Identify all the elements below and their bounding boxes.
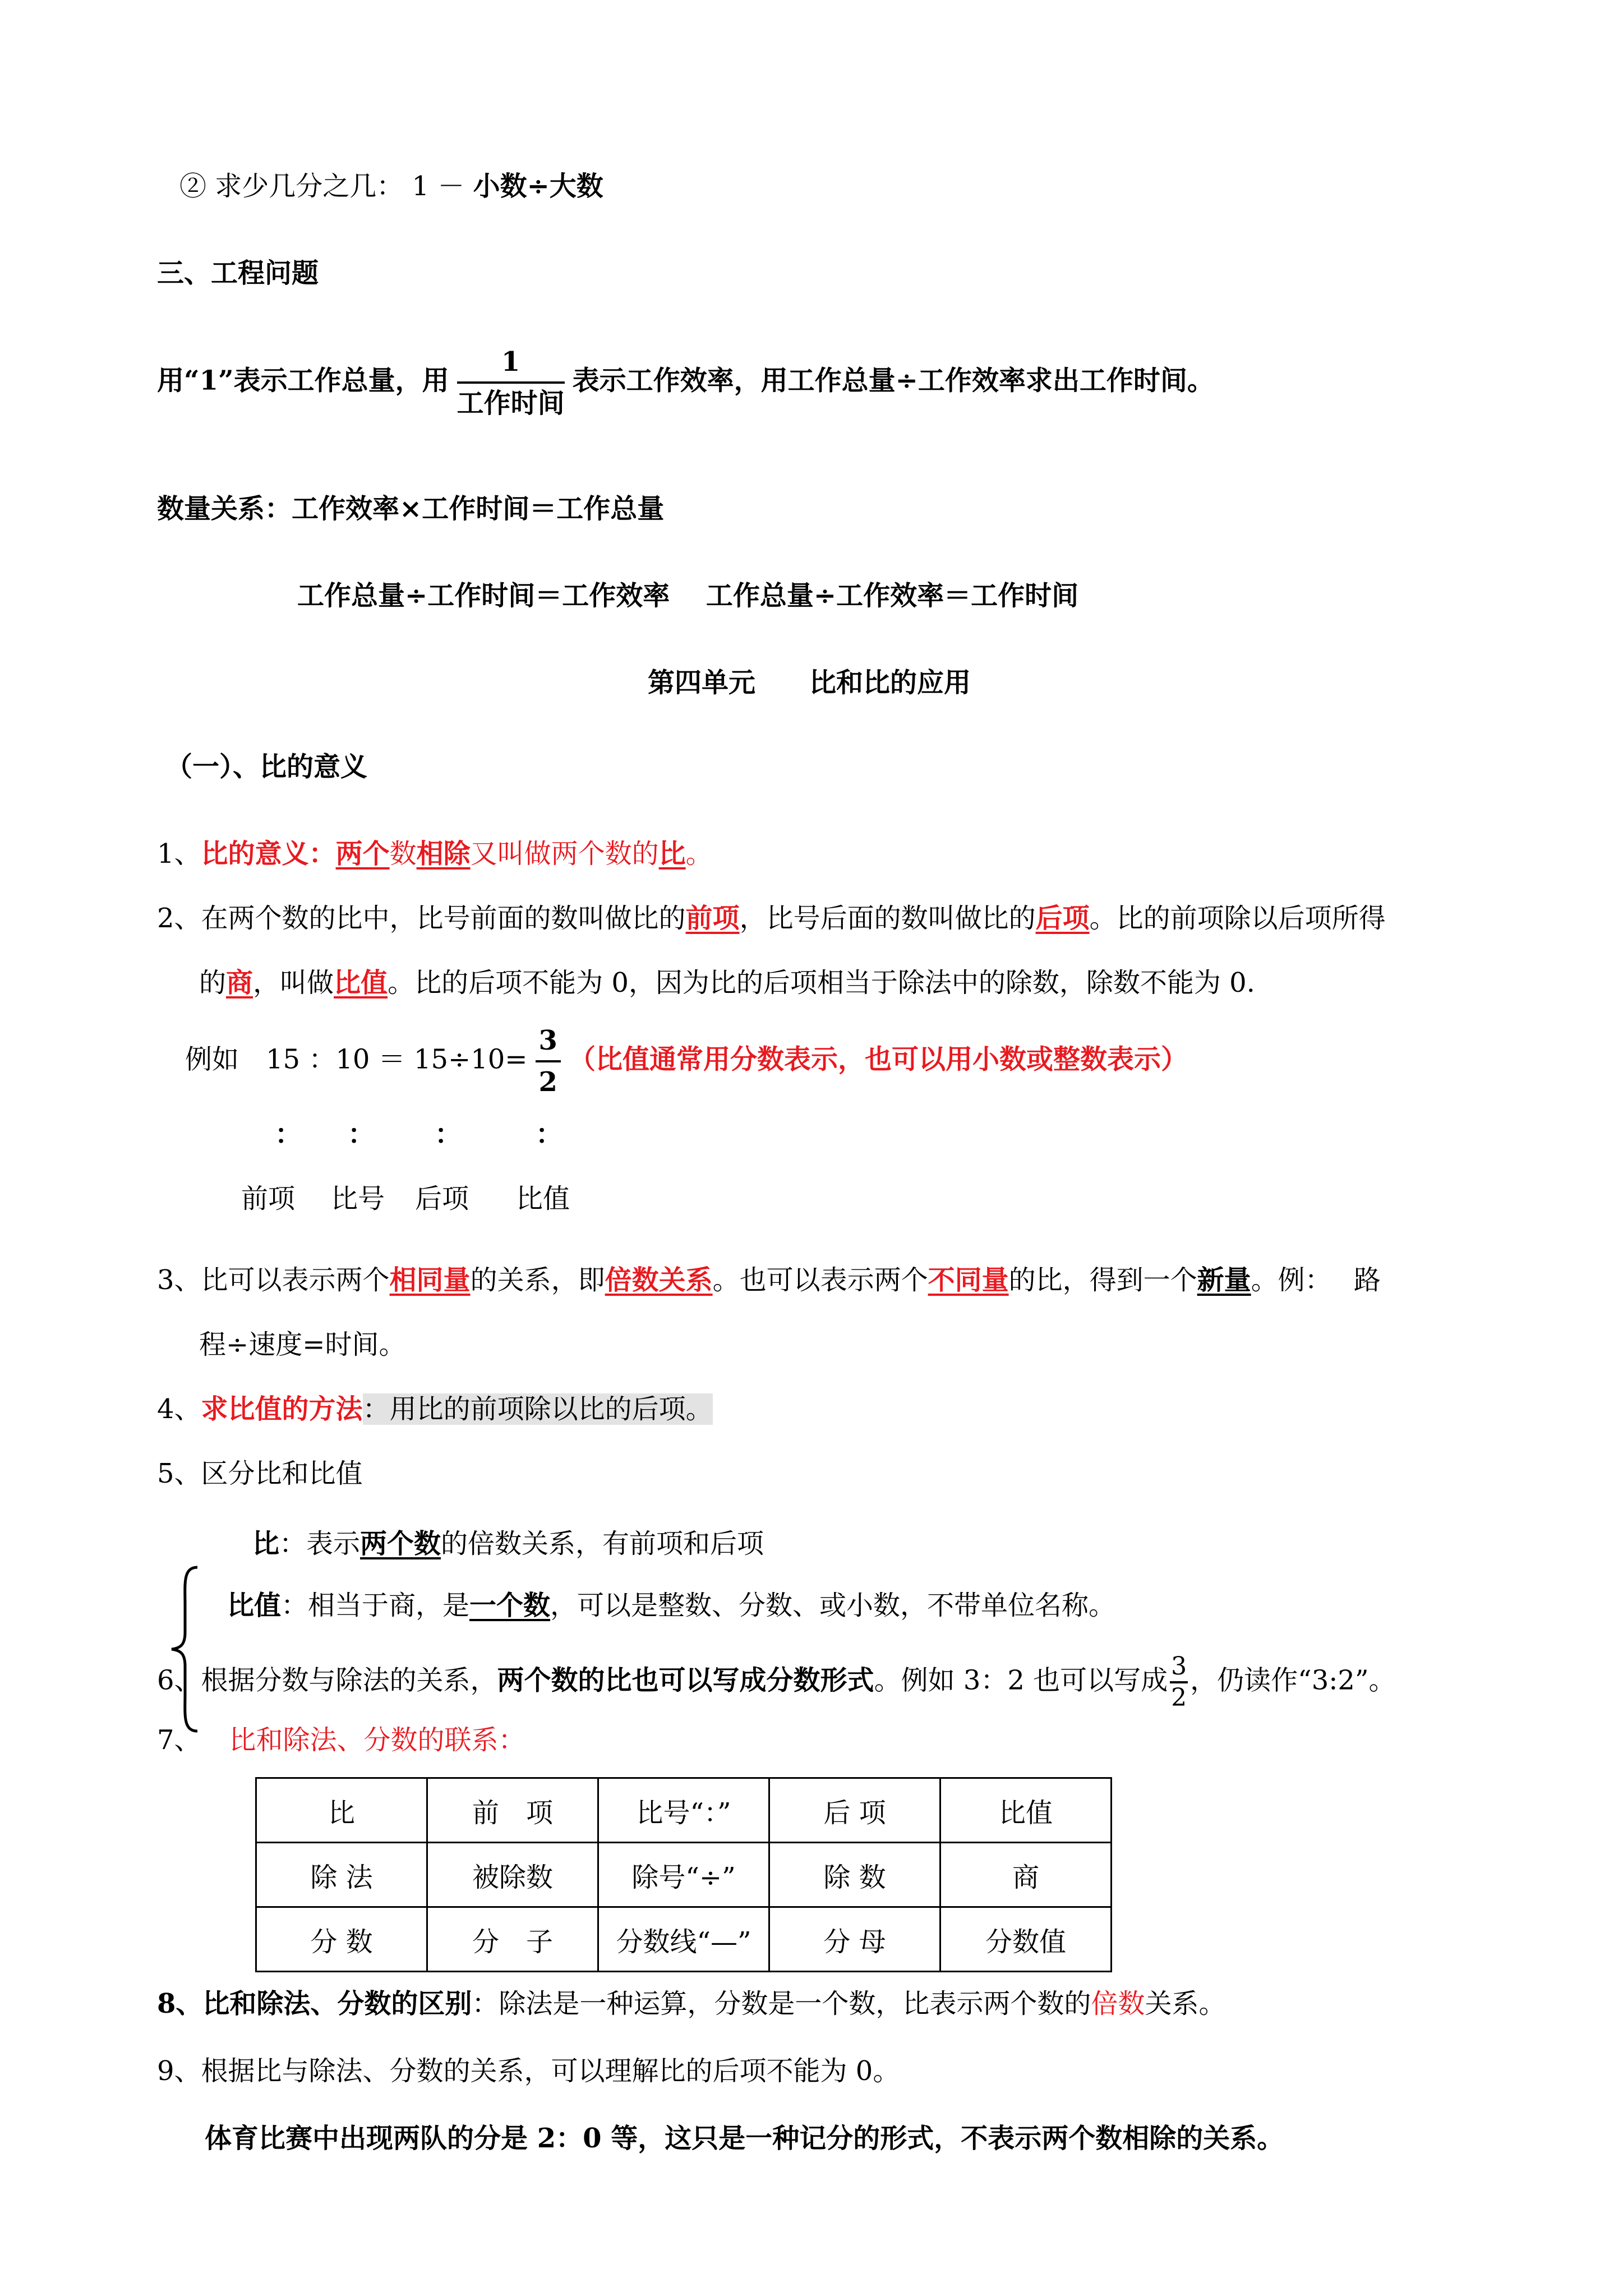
example-colon-1: ： (275, 1119, 302, 1150)
fraction-3-2: $\frac{3}{2}$ (1171, 1652, 1187, 1712)
table-row (256, 1843, 1112, 1907)
item-1: 1、比的意义：两个数相除又叫做两个数的比。 (157, 838, 713, 869)
item-8: 8、比和除法、分数的区别：除法是一种运算，分数是一个数，比表示两个数的倍数关系。 (157, 1988, 1226, 2019)
table-cell: 除 数 (769, 1843, 940, 1907)
table-cell: 分 数 (256, 1907, 427, 1972)
engineering-explanation: 用“1”表示工作总量，用 $\frac{1}{\text{工作时间}}$ 表示工作效率，用工作总量÷工作效率求出工作时间。 (157, 342, 1214, 423)
example-colon-2: ： (348, 1119, 375, 1150)
line-bi: 比：表示两个数的倍数关系，有前项和后项 (252, 1528, 764, 1559)
ratio-division-fraction-table (255, 1777, 1112, 1972)
table-cell: 被除数 (427, 1843, 598, 1907)
table-cell: 除 法 (256, 1843, 427, 1907)
example-label-value: 比值 (516, 1183, 570, 1214)
table-cell: 分数线“—” (598, 1907, 769, 1972)
table-cell: 除号“÷” (598, 1843, 769, 1907)
ratio-method-line: ② 求少几分之几： 1 － 小数÷大数 (179, 171, 603, 202)
quantity-relation-2: 工作总量÷工作时间＝工作效率 工作总量÷工作效率＝工作时间 (297, 580, 1079, 611)
item-6: 6、根据分数与除法的关系，两个数的比也可以写成分数形式。例如 3：2 也可以写成 $\frac{3}{2}$ ，仍读作“3:2”。 (157, 1652, 1396, 1712)
item-3-line-2: 程÷速度=时间。 (199, 1329, 406, 1360)
table-cell: 前 项 (427, 1778, 598, 1843)
heading-engineering: 三、工程问题 (157, 257, 319, 289)
unit-title: 第四单元 比和比的应用 (648, 667, 971, 698)
item-2-line-2: 的商，叫做比值。比的后项不能为 0，因为比的后项相当于除法中的除数，除数不能为 0. (199, 967, 1255, 999)
example-label-back: 后项 (415, 1183, 469, 1214)
table-row (256, 1778, 1112, 1843)
item-4: 4、求比值的方法：用比的前项除以比的后项。 (157, 1393, 713, 1425)
example-colon-3: ： (435, 1119, 462, 1150)
example-label-sign: 比号 (331, 1183, 385, 1214)
example-label-front: 前项 (241, 1183, 296, 1214)
example-colon-4: ： (536, 1119, 563, 1150)
table-cell: 商 (940, 1843, 1112, 1907)
section-ratio-meaning: （一）、比的意义 (165, 751, 368, 783)
quantity-relation-1: 数量关系：工作效率×工作时间＝工作总量 (157, 493, 665, 524)
item-7: 7、 比和除法、分数的联系： (157, 1724, 525, 1756)
example-line: 例如 15 ：10 ＝ 15÷10= $\frac{3}{2}$ （比值通常用分数表示，也可以用小数或整数表示） (185, 1021, 1188, 1102)
table-row (256, 1907, 1112, 1972)
table-cell: 分 母 (769, 1907, 940, 1972)
table-cell: 后 项 (769, 1778, 940, 1843)
fraction-example: $\frac{3}{2}$ (536, 1021, 561, 1102)
item-9: 9、根据比与除法、分数的关系，可以理解比的后项不能为 0。 (157, 2055, 900, 2087)
table-cell: 分 子 (427, 1907, 598, 1972)
table-cell: 分数值 (940, 1907, 1112, 1972)
line-bizhi: 比值：相当于商，是一个数，可以是整数、分数、或小数，不带单位名称。 (227, 1590, 1116, 1621)
item-2-line-1: 2、在两个数的比中，比号前面的数叫做比的前项，比号后面的数叫做比的后项。比的前项除以后项所得 (157, 903, 1386, 934)
table-cell: 比值 (940, 1778, 1112, 1843)
table-cell: 比 (256, 1778, 427, 1843)
final-note: 体育比赛中出现两队的分是 2：0 等，这只是一种记分的形式，不表示两个数相除的关系。 (205, 2123, 1284, 2154)
item-3-line-1: 3、比可以表示两个相同量的关系，即倍数关系。也可以表示两个不同量的比，得到一个新量。例： 路 (157, 1264, 1381, 1296)
fraction-work-rate: $\frac{1}{\text{工作时间}}$ (457, 342, 565, 423)
table-cell: 比号“：” (598, 1778, 769, 1843)
item-5: 5、区分比和比值 (157, 1458, 363, 1489)
